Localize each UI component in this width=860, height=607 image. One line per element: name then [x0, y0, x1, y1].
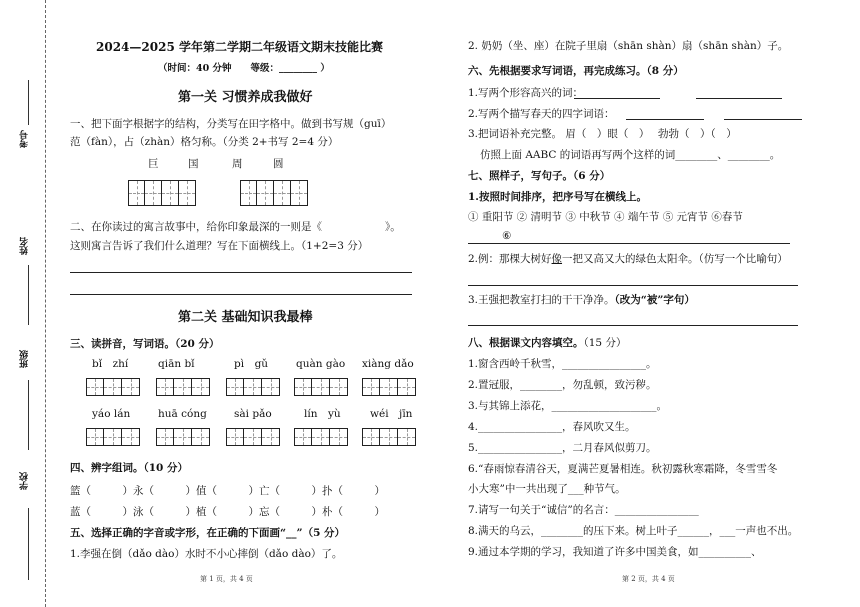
q3-grid-10[interactable] [362, 428, 416, 446]
left-page [68, 0, 420, 607]
time-grade-line: （时间：40 分钟 等级：________ ） [158, 63, 330, 74]
q5-title: 五、选择正确的字音或字形，在正确的下面画“__”（5 分） [70, 527, 346, 539]
q7-2-prefix: 2.例：那棵大树好 [468, 253, 552, 265]
q8-item-2: 2.置冠服，________，勿乱顿，致污秽。 [468, 379, 657, 391]
q6-1-blank-2[interactable] [696, 98, 782, 99]
q6-1-blank-1[interactable] [574, 98, 660, 99]
q6-title: 六、先根据要求写词语，再完成练习。（8 分） [468, 65, 684, 77]
q4-row-2: 蓝（ ）泳（ ）植（ ）忘（ ）朴（ ） [70, 506, 385, 518]
q8-item-7: 7.请写一句关于“诚信”的名言：________________ [468, 504, 699, 516]
q4-title: 四、辨字组词。（10 分） [70, 462, 189, 474]
q6-item-4: 仿照上面 AABC 的词语再写两个这样的词________、________。 [480, 149, 781, 161]
q6-item-3: 3.把词语补充完整。 眉（ ）眼（ ） 勃勃（ ）（ ） [468, 128, 737, 140]
page-footer-1: 第 1 页，共 4 页 [200, 575, 253, 583]
pinyin-4: quàn gào [296, 358, 346, 370]
q1-word-1: 巨 [148, 158, 159, 170]
exam-number-field [18, 80, 40, 200]
pinyin-6: yáo lán [92, 408, 131, 420]
class-label: 班级 [20, 350, 30, 368]
q8-item-9: 9.通过本学期的学习，我知道了许多中国美食，如__________、 [468, 546, 762, 558]
exam-title: 2024—2025 学年第二学期二年级语文期末技能比赛 [96, 40, 383, 54]
q5-item-2: 2. 奶奶（坐、座）在院子里扇（shān shàn）扇（shān shàn）子。 [468, 40, 789, 52]
q3-grid-5[interactable] [362, 378, 416, 396]
q3-grid-1[interactable] [86, 378, 140, 396]
name-field [18, 215, 40, 325]
name-line [28, 265, 29, 325]
q3-grid-7[interactable] [156, 428, 210, 446]
pinyin-9: lín yù [304, 408, 341, 420]
q7-2-answer-line[interactable] [468, 285, 798, 286]
q8-heading [468, 335, 626, 351]
q7-2-suffix: 一把又高又大的绿色太阳伞。（仿写一个比喻句） [562, 253, 788, 265]
q8-item-1: 1.窗含西岭千秋雪，________________。 [468, 358, 657, 370]
q7-item-1-options: ① 重阳节 ② 清明节 ③ 中秋节 ④ 端午节 ⑤ 元宵节 ⑥春节 [468, 211, 743, 223]
q3-grid-3[interactable] [226, 378, 280, 396]
exam-number-line [28, 80, 29, 125]
class-field [18, 340, 40, 450]
q6-2-blank-2[interactable] [724, 119, 802, 120]
pinyin-1: bǐ zhí [92, 358, 129, 370]
class-line [28, 380, 29, 450]
q7-1-answer-prefilled: ⑥ [502, 230, 512, 242]
q8-item-6-line2: 小大寒”中一共出现了___种节气。 [468, 483, 626, 495]
pinyin-7: huā cóng [158, 408, 207, 420]
q7-3-answer-line[interactable] [468, 325, 798, 326]
q8-item-4: 4.________________，春风吹又生。 [468, 421, 636, 433]
school-field [18, 460, 40, 580]
q7-title: 七、照样子，写句子。（6 分） [468, 170, 611, 182]
q1-word-3: 周 [232, 158, 243, 170]
part2-title: 第二关 基础知识我最棒 [178, 310, 313, 325]
pinyin-5: xiàng dǎo [362, 358, 414, 370]
q6-2-blank-1[interactable] [626, 119, 704, 120]
page-footer-2: 第 2 页，共 4 页 [622, 575, 675, 583]
q3-grid-4[interactable] [294, 378, 348, 396]
q7-2-underlined-word: 像 [551, 253, 563, 265]
q8-title: 八、根据课文内容填空。 [468, 337, 584, 349]
q2-instruction-line2: 这则寓言告诉了我们什么道理？写在下面横线上。（1+2=3 分） [70, 240, 369, 252]
q8-item-5: 5.________________，二月春风似剪刀。 [468, 442, 657, 454]
q6-item-1: 1.写两个形容高兴的词： [468, 87, 584, 99]
right-page [466, 0, 811, 607]
q8-item-3: 3.与其锦上添花，____________________。 [468, 400, 668, 412]
exam-number-label: 考号 [20, 130, 30, 148]
q2-answer-line-1[interactable] [70, 272, 412, 273]
q1-word-4: 圆 [273, 158, 284, 170]
q7-item-3 [468, 292, 695, 308]
part1-title: 第一关 习惯养成我做好 [178, 90, 313, 105]
q3-grid-6[interactable] [86, 428, 140, 446]
q3-grid-9[interactable] [294, 428, 348, 446]
q2-instruction-line1: 二、在你读过的寓言故事中，给你印象最深的一则是《 》。 [70, 221, 401, 233]
q7-1-answer-line[interactable] [468, 243, 790, 244]
school-label: 学校 [20, 472, 30, 490]
q3-grid-2[interactable] [156, 378, 210, 396]
name-label: 姓名 [20, 237, 30, 255]
q2-answer-line-2[interactable] [70, 294, 412, 295]
q1-word-2: 国 [188, 158, 199, 170]
q7-3-instruction: （改为“被”字句） [614, 294, 695, 306]
q3-title: 三、读拼音，写词语。（20 分） [70, 338, 220, 350]
school-line [28, 508, 29, 580]
q1-grid-left[interactable] [128, 180, 196, 206]
pinyin-2: qiān bǐ [158, 358, 195, 370]
q4-row-1: 篮（ ）永（ ）值（ ）亡（ ）扑（ ） [70, 485, 385, 497]
binding-margin [0, 0, 62, 607]
q7-item-1: 1.按照时间排序，把序号写在横线上。 [468, 191, 647, 203]
q1-instruction-line1: 一、把下面字根据字的结构，分类写在田字格中。做到书写规（guī） [70, 118, 392, 130]
binding-fold-line [45, 0, 46, 607]
q5-item-1: 1.李强在倒（dǎo dào）水时不小心摔倒（dǎo dào）了。 [70, 548, 343, 560]
q8-item-8: 8.满天的乌云，________的压下来。树上叶子______，___一声也不出。 [468, 525, 799, 537]
q6-item-2: 2.写两个描写春天的四字词语： [468, 108, 615, 120]
q8-score: （15 分） [583, 337, 627, 349]
q1-grid-right[interactable] [240, 180, 308, 206]
pinyin-3: pì gǔ [234, 358, 269, 370]
q7-3-sentence: 3.王强把教室打扫的干干净净。 [468, 294, 615, 306]
q1-instruction-line2: 范（fàn），占（zhàn）格匀称。（分类 2+书写 2=4 分） [70, 136, 339, 148]
q7-item-2 [468, 251, 788, 267]
q3-grid-8[interactable] [226, 428, 280, 446]
pinyin-10: wéi jīn [370, 408, 413, 420]
q8-item-6-line1: 6.“春雨惊春清谷天，夏满芒夏暑相连。秋初露秋寒霜降，冬雪雪冬 [468, 463, 778, 475]
pinyin-8: sài pǎo [234, 408, 272, 420]
